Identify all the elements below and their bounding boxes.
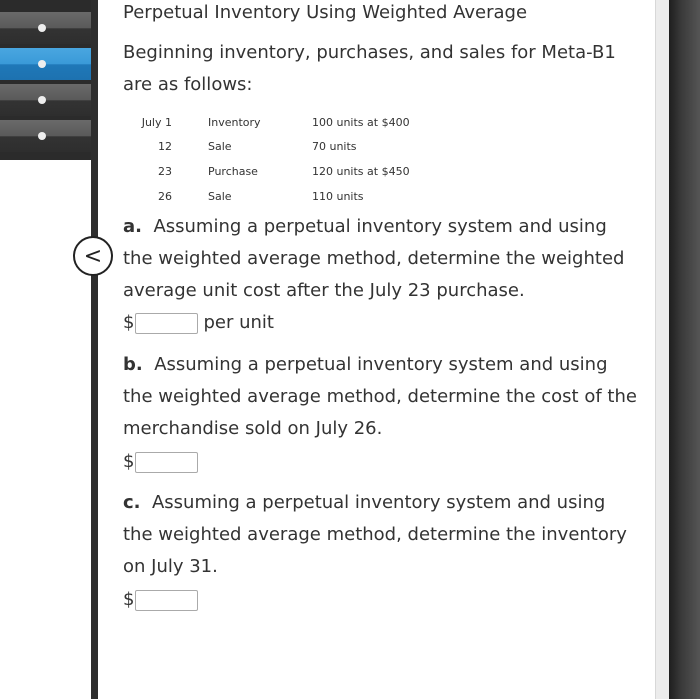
nav-item-1[interactable] — [0, 12, 91, 44]
intro-line: Beginning inventory, purchases, and sales for Meta-B1 — [123, 42, 616, 63]
detail-cell: 100 units at $400 — [312, 116, 410, 129]
dollar-sign: $ — [123, 451, 135, 472]
question-label: c. — [123, 492, 141, 513]
nav-item-3[interactable] — [0, 84, 91, 116]
answer-b — [123, 446, 203, 478]
answer-b-input[interactable] — [135, 452, 198, 473]
question-b-line: merchandise sold on July 26. — [123, 418, 383, 439]
question-a-line: average unit cost after the July 23 purchase. — [123, 280, 525, 301]
question-label: b. — [123, 354, 143, 375]
dollar-sign: $ — [123, 312, 135, 333]
date-cell: 26 — [158, 190, 172, 203]
nav-item-2-active[interactable] — [0, 48, 91, 80]
right-panel — [669, 0, 700, 699]
question-text: Assuming a perpetual inventory system and using — [154, 354, 608, 375]
dot-icon — [38, 96, 46, 104]
intro-line: are as follows: — [123, 74, 253, 95]
answer-a-input[interactable] — [135, 313, 198, 334]
detail-cell: 110 units — [312, 190, 364, 203]
answer-c-input[interactable] — [135, 590, 198, 611]
divider-bar — [91, 0, 98, 699]
detail-cell: 120 units at $450 — [312, 165, 410, 178]
question-b-line — [123, 349, 608, 381]
dot-icon — [38, 24, 46, 32]
question-c-line — [123, 487, 605, 519]
date-cell: 23 — [158, 165, 172, 178]
back-button[interactable] — [73, 236, 113, 276]
right-border — [655, 0, 669, 699]
question-label: a. — [123, 216, 142, 237]
unit-label: per unit — [203, 312, 274, 333]
type-cell: Sale — [208, 140, 232, 153]
question-c-line: the weighted average method, determine the inventory — [123, 524, 627, 545]
answer-a — [123, 307, 274, 339]
question-c-line: on July 31. — [123, 556, 218, 577]
date-cell: July 1 — [141, 116, 172, 129]
sidebar-nav — [0, 0, 91, 160]
nav-item-4[interactable] — [0, 120, 91, 152]
page-title: Perpetual Inventory Using Weighted Average — [123, 2, 528, 23]
question-a-line — [123, 211, 607, 243]
dot-icon — [38, 60, 46, 68]
question-b-line: the weighted average method, determine the cost of the — [123, 386, 637, 407]
chevron-left-icon: < — [83, 243, 103, 269]
type-cell: Purchase — [208, 165, 258, 178]
type-cell: Sale — [208, 190, 232, 203]
date-cell: 12 — [158, 140, 172, 153]
type-cell: Inventory — [208, 116, 261, 129]
dollar-sign: $ — [123, 589, 135, 610]
question-a-line: the weighted average method, determine the weighted — [123, 248, 625, 269]
dot-icon — [38, 132, 46, 140]
detail-cell: 70 units — [312, 140, 357, 153]
question-text: Assuming a perpetual inventory system and using — [151, 492, 606, 513]
answer-c — [123, 584, 203, 616]
question-text: Assuming a perpetual inventory system and using — [153, 216, 607, 237]
